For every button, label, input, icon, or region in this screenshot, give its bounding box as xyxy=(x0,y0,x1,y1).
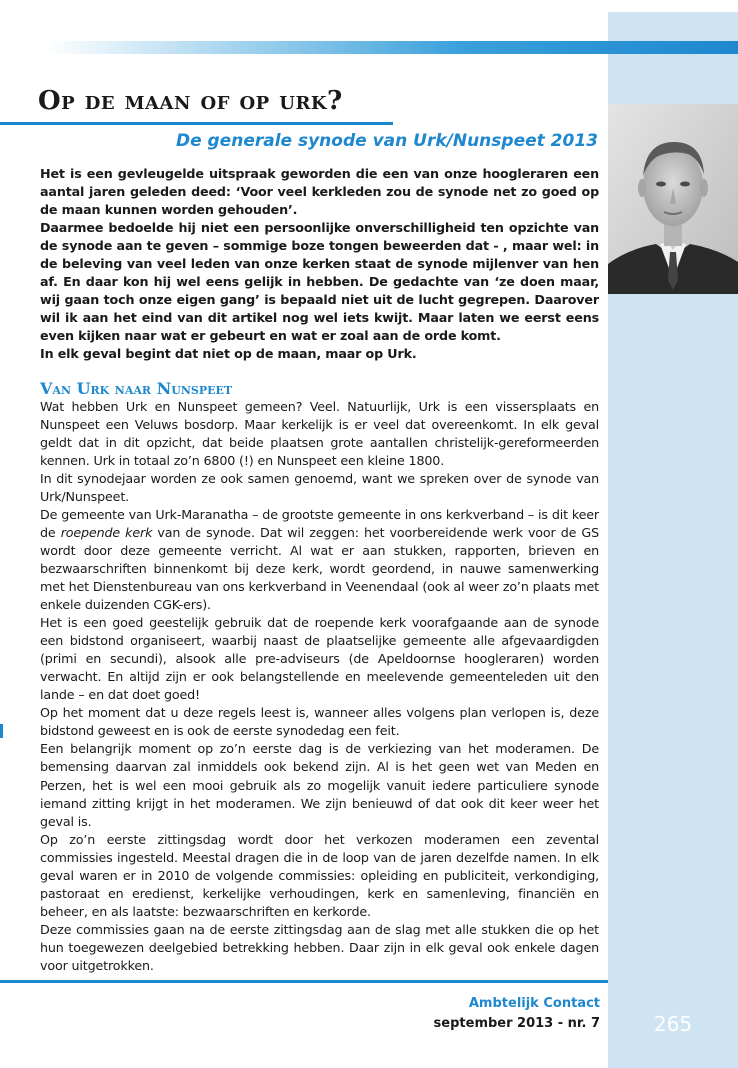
article-body xyxy=(40,398,599,976)
article-content xyxy=(40,165,599,975)
body-paragraph: Op het moment dat u deze regels leest is, wanneer alles volgens plan verlopen is, deze bidstond geweest en is ook de eerste synodedag een feit. xyxy=(40,705,599,739)
footer-rule xyxy=(0,980,608,983)
intro-paragraph: Daarmee bedoelde hij niet een persoonlijke onverschilligheid ten opzichte van de synode aan te geven – sommige boze tongen beweerden dat - , maar wel: in de beleving van veel leden van onze kerken staat de synode mijlenver van hen af. En daar kon hij wel eens gelijk in hebben. De gedachte van ‘ze doen maar, wij gaan toch onze eigen gang’ is bepaald niet uit de lucht gegrepen. Daarover wil ik aan het eind van dit artikel nog wel iets kwijt. Maar laten we eerst eens even kijken naar wat er gebeurt en wat er zoal aan de orde komt. xyxy=(40,220,599,344)
title-underline xyxy=(0,122,393,125)
section-heading: Van Urk naar Nunspeet xyxy=(40,378,233,398)
margin-marker xyxy=(0,724,3,738)
article-subtitle: De generale synode van Urk/Nunspeet 2013 xyxy=(175,131,598,151)
body-paragraph: Het is een goed geestelijk gebruik dat de roepende kerk voorafgaande aan de synode een bidstond organiseert, waarbij naast de plaatselijke gemeente alle afgevaardigden (primi en secundi), alsook alle pre-adviseurs (de Apeldoornse hoogleraren) worden verwacht. En altijd zijn er ook belangstellende en meelevende gemeenteleden uit den lande – en dat doet goed! xyxy=(40,615,599,703)
body-paragraph-roepende xyxy=(40,506,599,614)
publication-name: Ambtelijk Contact xyxy=(468,996,600,1011)
paragraph-text-after: van de synode. Dat wil zeggen: het voorbereidende werk voor de GS wordt door deze gemeente verricht. Al wat er aan stukken, rapporten, brieven en bezwaarschriften binnenkomt bij deze kerk, wordt geordend, in nauwe samenwerking met het Dienstenbureau van ons kerkverband in Veenendaal (ook al weer zo’n plaats met enkele duizenden CGK-ers). xyxy=(40,524,599,613)
intro-paragraph: Het is een gevleugelde uitspraak geworden die een van onze hoogleraren een aantal jaren geleden deed: ‘Voor veel kerkleden zou de synode net zo goed op de maan kunnen worden gehouden’. xyxy=(40,166,599,218)
intro-paragraph: In elk geval begint dat niet op de maan, maar op Urk. xyxy=(40,346,417,362)
article-intro xyxy=(40,165,599,364)
body-paragraph: Op zo’n eerste zittingsdag wordt door het verkozen moderamen een zevental commissies ingesteld. Meestal dragen die in de loop van de jaren dezelfde namen. In elk geval waren er in 2010 de volgende commissies: opleiding en publiciteit, verkondiging, pastoraat en eredienst, kerkelijke verhoudingen, kerk en samenleving, financiën en beheer, en als laatste: bezwaarschriften en kerkorde. xyxy=(40,831,599,919)
page-number: 265 xyxy=(653,1012,693,1036)
publication-issue: september 2013 - nr. 7 xyxy=(433,1016,600,1031)
body-paragraph: In dit synodejaar worden ze ook samen genoemd, want we spreken over de synode van Urk/Nunspeet. xyxy=(40,470,599,504)
paragraph-text-before: De gemeente van Urk-Maranatha – de grootste gemeente in ons kerkverband – is dit keer de xyxy=(40,506,599,540)
emphasis-roepende-kerk: roepende kerk xyxy=(60,524,153,540)
body-paragraph: Wat hebben Urk en Nunspeet gemeen? Veel. Natuurlijk, Urk is een vissersplaats en Nunspeet een Veluws bosdorp. Maar kerkelijk is er veel dat overeenkomt. In elk geval geldt dat in dit opzicht, dat beide plaatsen grote aantallen christelijk-gereformeerden kennen. Urk in totaal zo’n 6800 (!) en Nunspeet een kleine 1800. xyxy=(40,398,599,468)
body-paragraph: Een belangrijk moment op zo’n eerste dag is de verkiezing van het moderamen. De bemensing daarvan zal inmiddels ook bekend zijn. Al is het geen wet van Meden en Perzen, het is wel een mooi gebruik als zo mogelijk vanuit iedere particuliere synode iemand zitting krijgt in het moderamen. We zijn benieuwd of dat ook dit keer weer het geval is. xyxy=(40,741,599,829)
article-title: Op de maan of op urk? xyxy=(38,86,343,116)
author-portrait-photo xyxy=(608,104,738,294)
header-gradient-bar xyxy=(45,41,738,54)
body-paragraph: Deze commissies gaan na de eerste zittingsdag aan de slag met alle stukken die op het hun toegewezen deelgebied betrekking hebben. Daar zijn in elk geval ook enkele dagen voor uitgetrokken. xyxy=(40,921,599,973)
